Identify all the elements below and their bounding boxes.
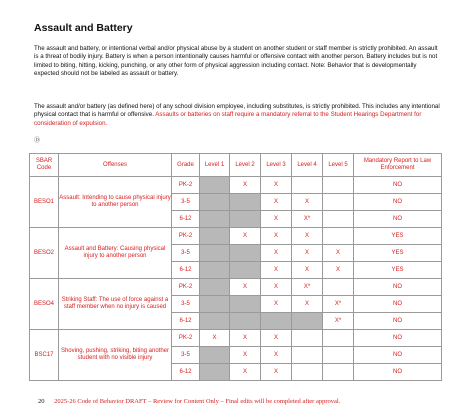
table-row [30,177,442,194]
level-5-cell [323,364,354,381]
level-2-cell [230,245,261,262]
level-4-cell [292,330,323,347]
grade-band: PK-2 [172,330,200,347]
level-3-cell: X [261,228,292,245]
level-4-cell: X [292,228,323,245]
level-4-cell: X [292,245,323,262]
draft-marker-icon: Ⓓ [34,138,41,144]
grade-band: 3-5 [172,296,200,313]
level-4-cell: X* [292,211,323,228]
level-4-cell [292,347,323,364]
level-3-cell: X [261,262,292,279]
level-3-cell: X [261,296,292,313]
level-1-cell [200,194,230,211]
header-report: Mandatory Report to Law Enforcement [354,154,442,177]
level-5-cell [323,347,354,364]
sbar-code: BESO1 [30,177,59,228]
grade-band: 6-12 [172,211,200,228]
sbar-code: BESO4 [30,279,59,330]
grade-band: 6-12 [172,313,200,330]
level-3-cell: X [261,347,292,364]
law-enforcement-report: YES [354,245,442,262]
header-level-4: Level 4 [292,154,323,177]
law-enforcement-report: NO [354,330,442,347]
level-2-cell: X [230,279,261,296]
level-4-cell [292,364,323,381]
law-enforcement-report: YES [354,228,442,245]
table-row [30,279,442,296]
level-3-cell: X [261,245,292,262]
level-5-cell [323,228,354,245]
grade-band: 3-5 [172,347,200,364]
level-3-cell [261,313,292,330]
level-1-cell [200,313,230,330]
offense-description: Striking Staff: The use of force against a staff member when no injury is caused [59,279,172,330]
page-footer [38,398,340,405]
grade-band: PK-2 [172,177,200,194]
law-enforcement-report: NO [354,211,442,228]
grade-band: 3-5 [172,194,200,211]
level-5-cell [323,330,354,347]
definition-paragraph: The assault and battery, or intentional verbal and/or physical abuse by a student on another student or staff member is strictly prohibited. An assault is a threat of bodily injury. Battery is when a person intentionally causes harmful or offensive contact with another person. Battery includes but is not limited to biting, hitting, kicking, punching, or any other form of physical aggression including contact. Note: Behavior that is developmentally expected should not be labeled as assault or battery. [34,45,438,78]
staff-paragraph-text: The assault and/or battery (as defined here) of any school division employee, including substitutes, is strictly prohibited. This includes any intentional physical contact that is harmful or offensive. [34,103,440,119]
level-3-cell: X [261,279,292,296]
staff-paragraph [34,103,442,128]
level-3-cell: X [261,364,292,381]
law-enforcement-report: NO [354,313,442,330]
grade-band: 3-5 [172,245,200,262]
header-offenses: Offenses [59,154,172,177]
grade-band: 6-12 [172,262,200,279]
level-2-cell: X [230,228,261,245]
table-row [30,330,442,347]
level-1-cell [200,245,230,262]
section-title: Assault and Battery [34,22,133,34]
table-row [30,228,442,245]
sbar-code: BSC17 [30,330,59,381]
level-2-cell [230,211,261,228]
law-enforcement-report: NO [354,347,442,364]
law-enforcement-report: NO [354,296,442,313]
level-2-cell [230,313,261,330]
level-3-cell: X [261,194,292,211]
staff-referral-note: Assaults or batteries on staff require a mandatory referral to the Student Hearings Department for consideration of expulsion. [34,111,422,127]
level-1-cell [200,347,230,364]
offense-description: Assault and Battery: Causing physical injury to another person [59,228,172,279]
level-5-cell: X* [323,296,354,313]
level-1-cell [200,228,230,245]
level-2-cell [230,194,261,211]
level-4-cell: X [292,194,323,211]
header-level-2: Level 2 [230,154,261,177]
level-5-cell [323,279,354,296]
level-2-cell: X [230,347,261,364]
sbar-code: BESO2 [30,228,59,279]
level-4-cell: X [292,262,323,279]
level-2-cell [230,296,261,313]
level-2-cell [230,262,261,279]
law-enforcement-report: NO [354,279,442,296]
table-header-row [30,154,442,177]
level-5-cell: X* [323,313,354,330]
header-code: SBAR Code [30,154,59,177]
level-4-cell [292,177,323,194]
table-body [30,177,442,381]
law-enforcement-report: YES [354,262,442,279]
header-level-5: Level 5 [323,154,354,177]
level-3-cell: X [261,177,292,194]
law-enforcement-report: NO [354,177,442,194]
grade-band: 6-12 [172,364,200,381]
level-1-cell [200,211,230,228]
header-grade: Grade [172,154,200,177]
level-1-cell [200,296,230,313]
level-1-cell [200,279,230,296]
offense-description: Shoving, pushing, striking, biting another student with no visible injury [59,330,172,381]
page-number: 20 [38,398,45,405]
level-4-cell: X [292,296,323,313]
level-2-cell: X [230,364,261,381]
offense-description: Assault: Intending to cause physical injury to another person [59,177,172,228]
level-5-cell [323,177,354,194]
level-4-cell: X* [292,279,323,296]
level-2-cell: X [230,177,261,194]
level-2-cell: X [230,330,261,347]
level-5-cell [323,194,354,211]
header-level-3: Level 3 [261,154,292,177]
header-level-1: Level 1 [200,154,230,177]
level-5-cell [323,211,354,228]
law-enforcement-report: NO [354,364,442,381]
level-5-cell: X [323,262,354,279]
level-1-cell [200,177,230,194]
law-enforcement-report: NO [354,194,442,211]
offense-table [29,153,442,381]
level-5-cell: X [323,245,354,262]
level-1-cell: X [200,330,230,347]
grade-band: PK-2 [172,228,200,245]
level-4-cell [292,313,323,330]
level-3-cell: X [261,330,292,347]
draft-note: 2025-26 Code of Behavior DRAFT – Review for Content Only – Final edits will be completed after approval. [54,398,341,405]
level-1-cell [200,262,230,279]
level-3-cell: X [261,211,292,228]
grade-band: PK-2 [172,279,200,296]
level-1-cell [200,364,230,381]
